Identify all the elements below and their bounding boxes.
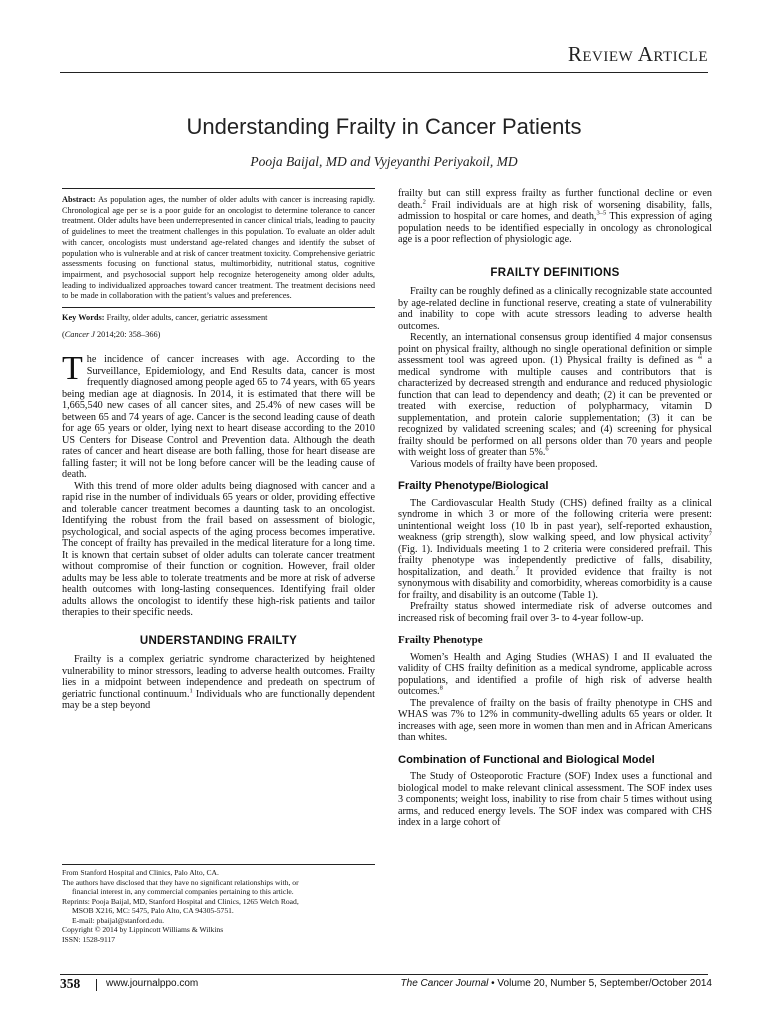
footer-divider bbox=[60, 974, 708, 975]
abstract-box bbox=[62, 188, 375, 308]
intro-section bbox=[62, 350, 375, 619]
keywords bbox=[62, 313, 375, 324]
continued-paragraph: frailty but can still express frailty as further functional decline or even death.$^2$ Frail individuals are at high risk of worsening disability, falls, admission to hospital or care homes, and death,$^{3-5}$ This expression of aging population needs to be identified especially in oncology as chronological age is a poor reflection of physiologic age. bbox=[398, 188, 713, 245]
phenotype-bio-paragraph-2: Prefrailty status showed intermediate risk of adverse outcomes and increased risk of becoming frail over 3- to 4-year follow-up. bbox=[398, 601, 712, 624]
phenotype-bio-paragraph-1: The Cardiovascular Health Study (CHS) defined frailty as a clinical syndrome in which 3 or more of the following criteria were present: unintentional weight loss (10 lb in past year), self-reported exhaustion, weakness (grip strength), slow walking speed, and low physical activity$^7$ (Fig. 1). Individuals meeting 1 to 2 criteria were considered prefrail. This frailty phenotype was independently predictive of falls, disability, hospitalization, and death.$^7$ It provided evidence that frailty is not synonymous with disability and comorbidity, whereas comorbidity is a cause for frailty, and disability is an outcome (Table 1). bbox=[398, 497, 712, 601]
left-column bbox=[62, 188, 375, 712]
article-authors: Pooja Baijal, MD and Vyjeyanthi Periyakoil, MD bbox=[250, 154, 518, 169]
section-label: Review Article bbox=[567, 42, 708, 66]
page-header bbox=[60, 40, 708, 73]
keywords-text: Frailty, older adults, cancer, geriatric assessment bbox=[106, 313, 268, 323]
definitions-paragraph-1: Frailty can be roughly defined as a clinically recognizable state accounted by age-related decline in functional reserve, creating a state of vulnerability and inability to cope with acute stressors leading to adverse health outcomes. bbox=[398, 286, 712, 332]
footnote-issn: ISSN: 1528-9117 bbox=[62, 934, 116, 944]
journal-url[interactable]: www.journalppo.com bbox=[106, 978, 199, 989]
intro-paragraph-2: With this trend of more older adults being diagnosed with cancer and a rapid rise in the number of individuals 65 years or older, providing effective and tolerable cancer treatment becomes a daunting task to an oncologist. Identifying the robust from the frail based on assessment of biologic, psychological, and social aspects of the aging process becomes imperative. The concept of frailty has prevailed in the medical literature for a long time. It is known that certain subset of older adults can tolerate cancer treatment without compromise of their function or cognition. However, frail older adults may be less able to tolerate treatments and be more at risk of adverse health outcomes with long-lasting consequences. Identifying frail older adults allows the oncologist to identify these high-risk patients and tailor therapies to their specific needs. bbox=[62, 480, 375, 619]
citation-rest: 2014;20: 358–366) bbox=[94, 329, 161, 339]
footnote-address: MSOB X216, MC: 5475, Palo Alto, CA 94305-5751. bbox=[72, 906, 234, 915]
abstract-label: Abstract: bbox=[62, 195, 96, 204]
definitions-paragraph-2: Recently, an international consensus group identified 4 major consensus point on physical frailty, although no single operational definition or simple assessment tool was agreed upon. (1) Physical frailty is defined as “ a medical syndrome with multiple causes and contributors that is characterized by decreased strength and endurance and reduced physiologic function that can lead to dependency and death; (2) it can be prevented or treated with exercise, reduction of polypharmacy, vitamin D supplementation, and protein calorie supplementation; (3) it can be recognized by validated screening scales; and (4) screening for physical frailty should be performed on all persons older than 70 years and people with weight loss of greater than 5%.$^6$ bbox=[398, 332, 712, 458]
definitions-paragraph-3: Various models of frailty have been proposed. bbox=[410, 458, 598, 470]
understanding-paragraph-1: Frailty is a complex geriatric syndrome characterized by heightened vulnerability to minor stressors, leading to adverse health outcomes. Frailty lies in a midpoint between independence and predeath on spectrum of geriatric functional continuum.$^1$ Individuals who are functionally dependent may be a step beyond bbox=[62, 654, 375, 712]
abstract-text: As population ages, the number of older adults with cancer is increasing rapidly. Chronological age per se is a poor guide for an oncologist to determine tolerance to cancer treatment. Older adults have been underrepresented in cancer clinical trials, leading to paucity of guidelines to meet the treatment challenges in this population. To evaluate an older adult with cancer, oncologists must understand age-related changes and identify the subset of population who is vulnerable and at risk of cancer treatment toxicity. Comprehensive geriatric assessments focusing on functional status, multimorbidity, nutritional status, cognitive impairment, and psychosocial support help recognize heterogeneity among older adults, leading to individualized approaches toward cancer treatment. The treatment decisions need to be made in collaboration with the patient’s values and preferences. bbox=[62, 195, 375, 301]
footnote-affiliation: From Stanford Hospital and Clinics, Palo Alto, CA. bbox=[62, 868, 219, 877]
keywords-label: Key Words: bbox=[62, 313, 105, 323]
phenotype-paragraph-2: The prevalence of frailty on the basis of frailty phenotype in CHS and WHAS was 7% to 12% in community-dwelling adults 65 years or older. It increases with age, seen more in women than men and in African Americans than whites. bbox=[398, 697, 712, 743]
footnote-reprints: Reprints: Pooja Baijal, MD, Stanford Hospital and Clinics, 1265 Welch Road, bbox=[62, 896, 299, 906]
journal-issue-info: The Cancer Journal • Volume 20, Number 5, September/October 2014 bbox=[400, 978, 712, 989]
footnote-disclosure-cont: financial interest in, any commercial companies pertaining to this article. bbox=[72, 887, 294, 896]
heading-combination-model: Combination of Functional and Biological Model bbox=[398, 753, 655, 766]
footnote-email[interactable]: E-mail: pbaijal@stanford.edu. bbox=[72, 915, 164, 925]
intro-paragraph-1: The incidence of cancer increases with age. According to the Surveillance, Epidemiology, and End Results data, cancer is most frequently diagnosed among people aged 65 to 74 years, with 65 years being median age at diagnosis. In 2014, it is estimated that there will be 1,665,540 new cases of all cancer sites, and 25.4% of new cases will be between 65 and 74 years of age. Cancer is the second leading cause of death for age 65 years or older, lying next to heart disease according to the 2010 US Centers for Disease Control and Prevention data. Although the death rates of cancer and heart disease are both falling, those for heart disease are falling faster; it will not be long before cancer will be the leading cause of death. bbox=[62, 350, 375, 481]
page-footer bbox=[60, 976, 712, 994]
heading-understanding-frailty: UNDERSTANDING FRAILTY bbox=[139, 634, 298, 647]
heading-phenotype-biological: Frailty Phenotype/Biological bbox=[398, 480, 549, 492]
right-column bbox=[398, 188, 712, 829]
footer-separator bbox=[96, 979, 97, 991]
citation-journal: Cancer J bbox=[64, 329, 95, 339]
heading-frailty-phenotype: Frailty Phenotype bbox=[398, 634, 483, 646]
heading-frailty-definitions: FRAILTY DEFINITIONS bbox=[490, 266, 620, 279]
footnote-copyright: Copyright © 2014 by Lippincott Williams & Wilkins bbox=[62, 925, 224, 934]
drop-cap: T bbox=[62, 350, 83, 388]
citation: (Cancer J 2014;20: 358–366) bbox=[62, 329, 161, 339]
footnote-disclosure: The authors have disclosed that they have no significant relationships with, or bbox=[62, 877, 299, 887]
footnotes bbox=[62, 864, 375, 944]
page-number: 358 bbox=[60, 976, 81, 991]
article-title: Understanding Frailty in Cancer Patients bbox=[186, 114, 582, 139]
combination-paragraph-1: The Study of Osteoporotic Fracture (SOF) Index uses a functional and biological model to make relevant clinical assessment. The SOF index uses 3 components; weight loss, inability to rise from chair 5 times without using arms, and reduced energy levels. The SOF index was compared with CHS index in a large cohort of bbox=[398, 771, 712, 828]
phenotype-paragraph-1: Women’s Health and Aging Studies (WHAS) I and II evaluated the validity of CHS frailty definition as a medical syndrome, applicable across populations, and identified a profile of high risk of adverse health outcomes.$^8$ bbox=[398, 651, 712, 697]
